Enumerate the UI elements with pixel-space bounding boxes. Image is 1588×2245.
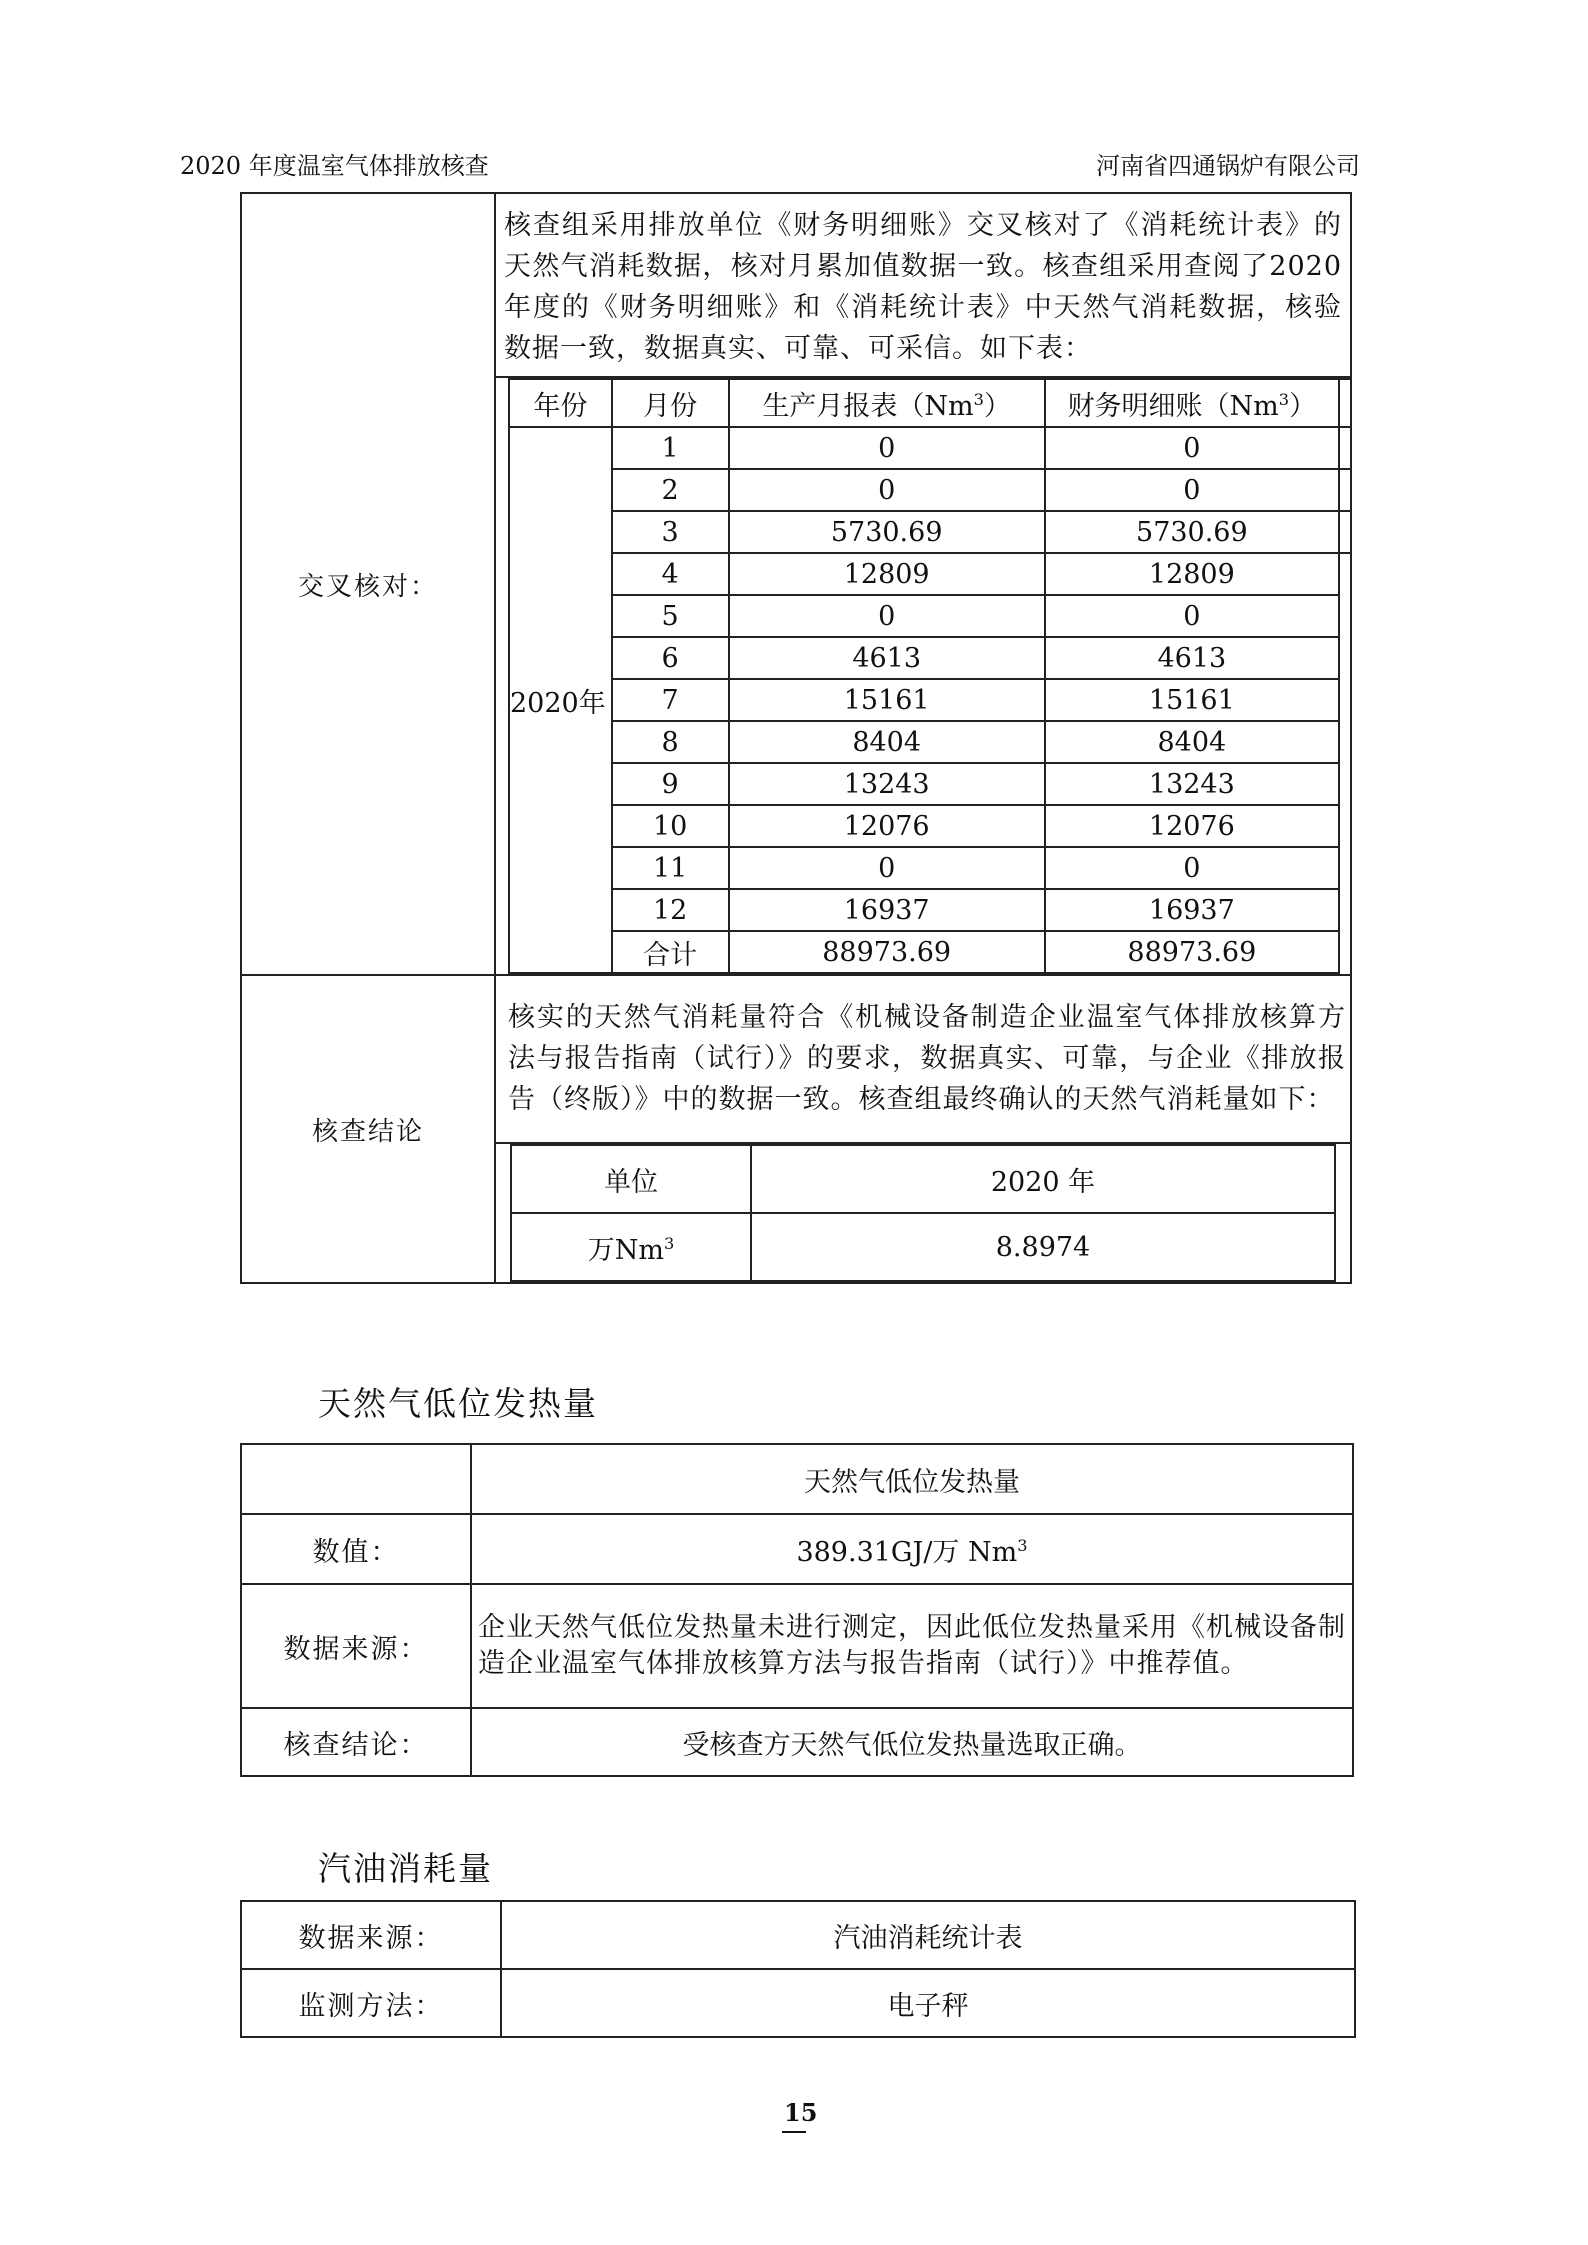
production-value: 16937 xyxy=(729,889,1045,931)
cross-check-paragraph: 核查组采用排放单位《财务明细账》交叉核对了《消耗统计表》的天然气消耗数据，核对月累加值数据一致。核查组采用查阅了2020年度的《财务明细账》和《消耗统计表》中天然气消耗数据，核验数据一致，数据真实、可靠、可采信。如下表： xyxy=(495,193,1351,377)
total-finance: 88973.69 xyxy=(1045,931,1339,973)
production-value: 12076 xyxy=(729,805,1045,847)
natural-gas-verification-table xyxy=(240,192,1352,1284)
confirmed-consumption-value: 8.8974 xyxy=(751,1213,1335,1281)
table-row xyxy=(509,553,1350,595)
cross-check-table-cell xyxy=(495,377,1351,975)
gasoline-source-value: 汽油消耗统计表 xyxy=(501,1901,1355,1969)
total-production: 88973.69 xyxy=(729,931,1045,973)
production-value: 4613 xyxy=(729,637,1045,679)
production-value: 5730.69 xyxy=(729,511,1045,553)
gasoline-method-label: 监测方法： xyxy=(241,1969,501,2037)
month-cell: 2 xyxy=(612,469,729,511)
month-cell: 10 xyxy=(612,805,729,847)
finance-value: 12809 xyxy=(1045,553,1339,595)
finance-value: 16937 xyxy=(1045,889,1339,931)
table-edge-stub xyxy=(1339,469,1350,511)
production-value: 8404 xyxy=(729,721,1045,763)
month-cell: 9 xyxy=(612,763,729,805)
year-header: 2020 年 xyxy=(751,1145,1335,1213)
year-cell: 2020年 xyxy=(509,427,612,973)
finance-value: 4613 xyxy=(1045,637,1339,679)
heat-value-table xyxy=(240,1443,1354,1777)
finance-value: 5730.69 xyxy=(1045,511,1339,553)
month-cell: 11 xyxy=(612,847,729,889)
confirmed-consumption-table xyxy=(510,1144,1336,1282)
table-row xyxy=(509,763,1350,805)
conclusion-table-cell xyxy=(495,1143,1351,1283)
production-value: 0 xyxy=(729,847,1045,889)
production-value: 0 xyxy=(729,469,1045,511)
production-value: 0 xyxy=(729,427,1045,469)
month-cell: 5 xyxy=(612,595,729,637)
conclusion-label: 核查结论 xyxy=(241,975,495,1283)
header-left-title: 2020 年度温室气体排放核查 xyxy=(180,152,489,180)
finance-value: 0 xyxy=(1045,847,1339,889)
header-month: 月份 xyxy=(612,379,729,427)
finance-value: 12076 xyxy=(1045,805,1339,847)
table-row xyxy=(509,511,1350,553)
month-cell: 4 xyxy=(612,553,729,595)
gasoline-table xyxy=(240,1900,1356,2038)
finance-value: 0 xyxy=(1045,469,1339,511)
table-row xyxy=(509,889,1350,931)
heat-conclusion-text: 受核查方天然气低位发热量选取正确。 xyxy=(471,1708,1353,1776)
heat-value-number: 389.31GJ/万 Nm$^3$ xyxy=(471,1514,1353,1584)
header-company-name: 河南省四通锅炉有限公司 xyxy=(1096,152,1360,180)
table-row xyxy=(509,721,1350,763)
production-value: 13243 xyxy=(729,763,1045,805)
table-edge-stub xyxy=(1339,427,1350,469)
month-cell: 3 xyxy=(612,511,729,553)
month-cell: 7 xyxy=(612,679,729,721)
monthly-consumption-table xyxy=(508,378,1350,974)
month-cell: 1 xyxy=(612,427,729,469)
month-cell: 6 xyxy=(612,637,729,679)
heat-conclusion-label: 核查结论： xyxy=(241,1708,471,1776)
header-finance-ledger: 财务明细账（Nm$^3$） xyxy=(1045,379,1339,427)
table-row xyxy=(509,469,1350,511)
month-cell: 12 xyxy=(612,889,729,931)
table-edge-stub xyxy=(1339,379,1350,427)
heat-source-text: 企业天然气低位发热量未进行测定，因此低位发热量采用《机械设备制造企业温室气体排放核算方法与报告指南（试行）》中推荐值。 xyxy=(471,1584,1353,1708)
finance-value: 15161 xyxy=(1045,679,1339,721)
heat-value-empty-corner xyxy=(241,1444,471,1514)
finance-value: 13243 xyxy=(1045,763,1339,805)
production-value: 0 xyxy=(729,595,1045,637)
total-row xyxy=(509,931,1350,973)
page-number-underline xyxy=(782,2131,806,2133)
table-row xyxy=(509,679,1350,721)
gasoline-source-label: 数据来源： xyxy=(241,1901,501,1969)
production-value: 12809 xyxy=(729,553,1045,595)
gasoline-section-title: 汽油消耗量 xyxy=(318,1849,493,1888)
heat-value-header: 天然气低位发热量 xyxy=(471,1444,1353,1514)
table-edge-stub xyxy=(1339,511,1350,553)
table-row xyxy=(509,847,1350,889)
finance-value: 0 xyxy=(1045,595,1339,637)
production-value: 15161 xyxy=(729,679,1045,721)
table-row xyxy=(509,427,1350,469)
page-number: 15 xyxy=(784,2098,818,2127)
finance-value: 0 xyxy=(1045,427,1339,469)
finance-value: 8404 xyxy=(1045,721,1339,763)
heat-value-label: 数值： xyxy=(241,1514,471,1584)
cross-check-label: 交叉核对： xyxy=(241,193,495,975)
table-row xyxy=(509,805,1350,847)
heat-value-section-title: 天然气低位发热量 xyxy=(318,1384,598,1423)
table-row xyxy=(509,595,1350,637)
header-year: 年份 xyxy=(509,379,612,427)
unit-value: 万Nm$^3$ xyxy=(511,1213,751,1281)
heat-source-label: 数据来源： xyxy=(241,1584,471,1708)
table-header-row xyxy=(509,379,1350,427)
unit-header: 单位 xyxy=(511,1145,751,1213)
header-production-report: 生产月报表（Nm$^3$） xyxy=(729,379,1045,427)
total-label: 合计 xyxy=(612,931,729,973)
gasoline-method-value: 电子秤 xyxy=(501,1969,1355,2037)
table-row xyxy=(509,637,1350,679)
conclusion-paragraph: 核实的天然气消耗量符合《机械设备制造企业温室气体排放核算方法与报告指南（试行）》的要求，数据真实、可靠，与企业《排放报告（终版）》中的数据一致。核查组最终确认的天然气消耗量如下： xyxy=(495,975,1351,1143)
month-cell: 8 xyxy=(612,721,729,763)
